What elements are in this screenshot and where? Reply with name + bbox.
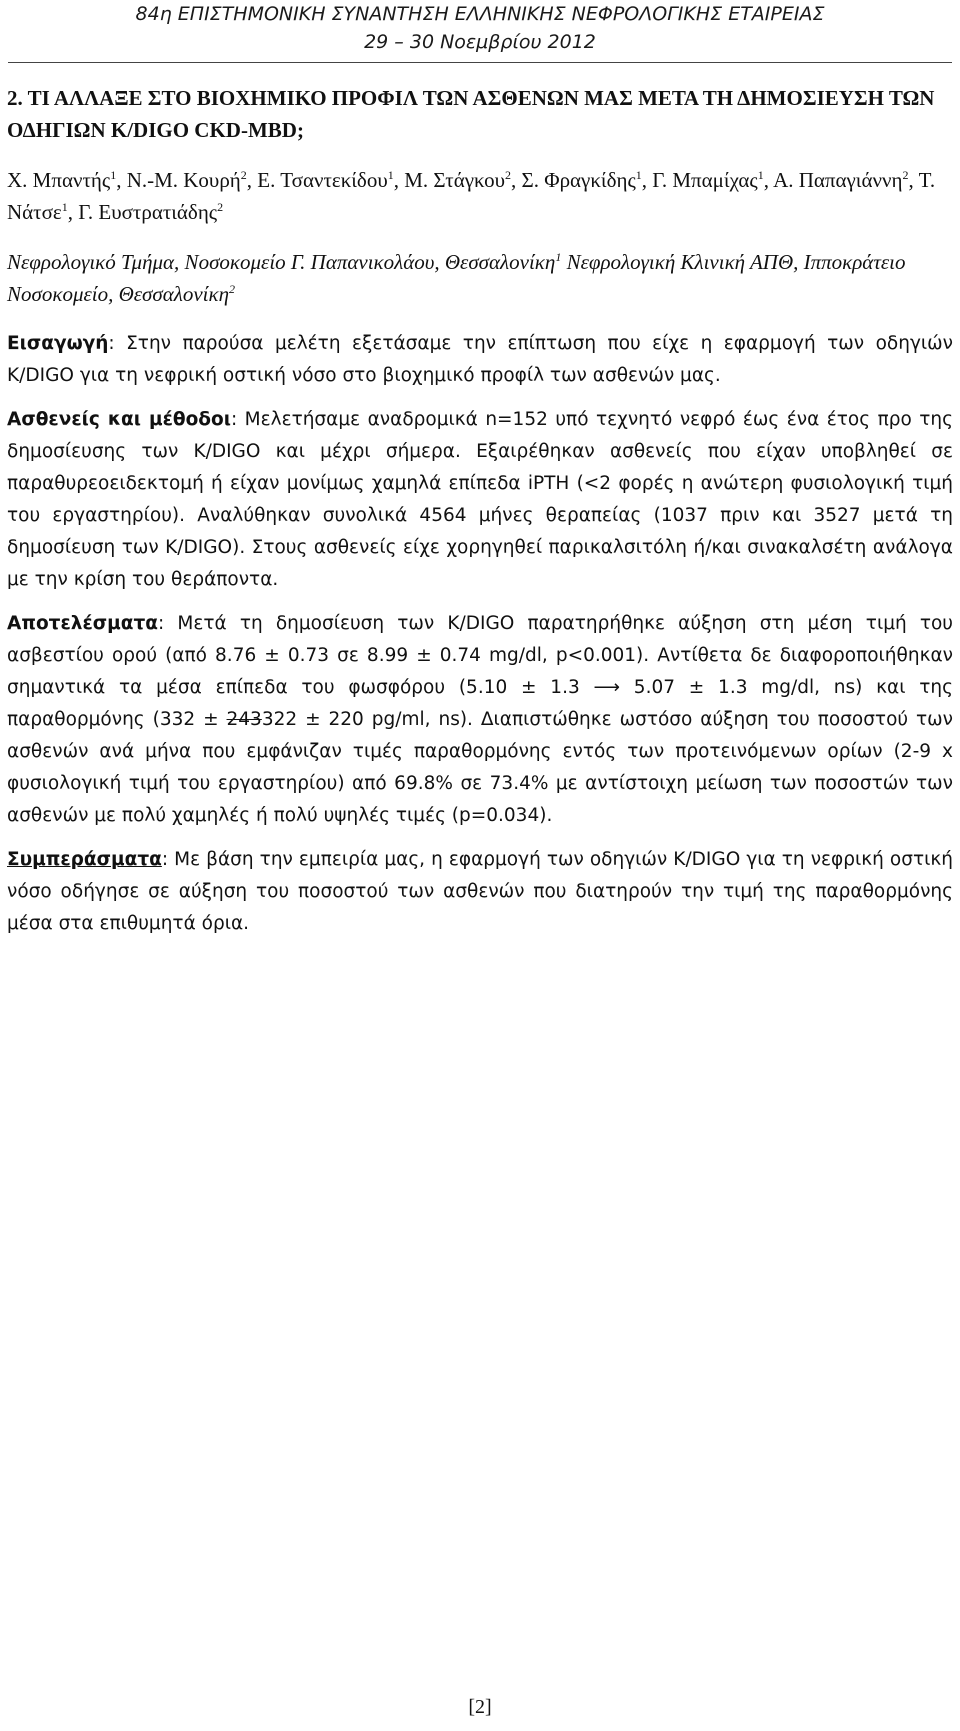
abstract-title: 2. ΤΙ ΑΛΛΑΞΕ ΣΤΟ ΒΙΟΧΗΜΙΚΟ ΠΡΟΦΙΛ ΤΩΝ ΑΣΘΕΝΩΝ ΜΑΣ ΜΕΤΑ ΤΗ ΔΗΜΟΣΙΕΥΣΗ ΤΩΝ ΟΔΗΓΙΩΝ K/DIGO CKD-MBD; — [7, 86, 935, 142]
affiliation-2: Νεφρολογική Κλινική ΑΠΘ, Ιπποκράτειο Νοσοκομείο, Θεσσαλονίκη — [7, 250, 906, 306]
page-number: [2] — [468, 1696, 492, 1718]
results-text-3: 322 ± 220 pg/ml, ns). Διαπιστώθηκε ωστόσο αύξηση του ποσοστού των ασθενών ανά μήνα που εμφάνιζαν τιμές παραθορμόνης εντός των προτεινόμενων ορίων (2-9 x φυσιολογική τιμή του εργαστηρίου) από 69.8% σε 73.4% με αντίστοιχη μείωση των ποσοστών των ασθενών με πολύ χαμηλές ή πολύ υψηλές τιμές (p=0.034). — [7, 709, 953, 826]
header-dates: 29 – 30 Νοεμβρίου 2012 — [364, 31, 596, 53]
conclusions-text: : Με βάση την εμπειρία μας, η εφαρμογή των οδηγιών K/DIGO για τη νεφρική οστική νόσο οδήγησε σε αύξηση του ποσοστού των ασθενών που διατηρούν την τιμή της παραθορμόνης μέσα στα επιθυμητά όρια. — [7, 849, 953, 934]
methods-label: Ασθενείς και μέθοδοι — [7, 409, 231, 430]
header-conference: 84η ΕΠΙΣΤΗΜΟΝΙΚΗ ΣΥΝΑΝΤΗΣΗ ΕΛΛΗΝΙΚΗΣ ΝΕΦΡΟΛΟΓΙΚΗΣ ΕΤΑΙΡΕΙΑΣ — [135, 3, 825, 25]
author: Ν.-Μ. Κουρή$^2$, — [126, 168, 258, 192]
author: Τ. Νάτσε$^1$, — [7, 168, 936, 224]
author: Ε. Τσαντεκίδου$^1$, — [257, 168, 405, 192]
affiliation-2-marker: 2 — [229, 282, 236, 296]
struck-value: 243 — [226, 709, 262, 730]
affiliation-1: Νεφρολογικό Τμήμα, Νοσοκομείο Γ. Παπανικολάου, Θεσσαλονίκη — [7, 250, 556, 274]
author: Α. Παπαγιάννη$^2$, — [773, 168, 919, 192]
section-results — [7, 608, 953, 832]
section-methods — [7, 404, 953, 596]
results-text-1: : Μετά τη δημοσίευση των K/DIGO παρατηρήθηκε αύξηση στη μέση τιμή του ασβεστίου ορού (από 8.76 ± 0.73 σε 8.99 ± 0.74 mg/dl, p<0.001). Αντίθετα δε διαφοροποιήθηκαν σημαντικά τα μέσα επίπεδα του φωσφόρου (5.10 ± 1.3 — [7, 613, 953, 698]
section-conclusions — [7, 844, 953, 940]
arrow-icon: ⟶ — [593, 677, 621, 698]
methods-text: : Μελετήσαμε αναδρομικά n=152 υπό τεχνητό νεφρό έως ένα έτος προ της δημοσίευσης των K/DIGO και μέχρι σήμερα. Εξαιρέθηκαν ασθενείς που είχαν υποβληθεί σε παραθυρεοειδεκτομή ή είχαν μονίμως χαμηλά επίπεδα iPTH (<2 φορές η ανώτερη φυσιολογική τιμή του εργαστηρίου). Αναλύθηκαν συνολικά 4564 μήνες θεραπείας (1037 πριν και 3527 μετά τη δημοσίευση των K/DIGO). Στους ασθενείς είχε χορηγηθεί παρικαλσιτόλη ή/και σινακαλσέτη ανάλογα με την κρίση του θεράποντα. — [7, 409, 953, 590]
results-label: Αποτελέσματα — [7, 613, 159, 634]
results-text-2: 5.07 ± 1.3 mg/dl, ns) και της παραθορμόνης (332 ± — [7, 677, 953, 730]
author: Χ. Μπαντής$^1$, — [7, 168, 127, 192]
introduction-text: : Στην παρούσα μελέτη εξετάσαμε την επίπτωση που είχε η εφαρμογή των οδηγιών K/DIGO για τη νεφρική οστική νόσο στο βιοχημικό προφίλ των ασθενών μας. — [7, 333, 953, 386]
author-list — [7, 164, 953, 228]
affiliation-1-marker: 1 — [555, 250, 562, 264]
author: Γ. Ευστρατιάδης$^2$ — [78, 200, 224, 224]
affiliations — [7, 246, 953, 310]
running-header — [0, 0, 960, 56]
header-divider — [8, 62, 952, 63]
introduction-label: Εισαγωγή — [7, 333, 109, 354]
author: Μ. Στάγκου$^2$, — [404, 168, 522, 192]
author: Σ. Φραγκίδης$^1$, — [521, 168, 653, 192]
author: Γ. Μπαμίχας$^1$, — [652, 168, 774, 192]
conclusions-label: Συμπεράσματα — [7, 849, 162, 870]
section-introduction — [7, 328, 953, 392]
abstract — [7, 82, 953, 952]
